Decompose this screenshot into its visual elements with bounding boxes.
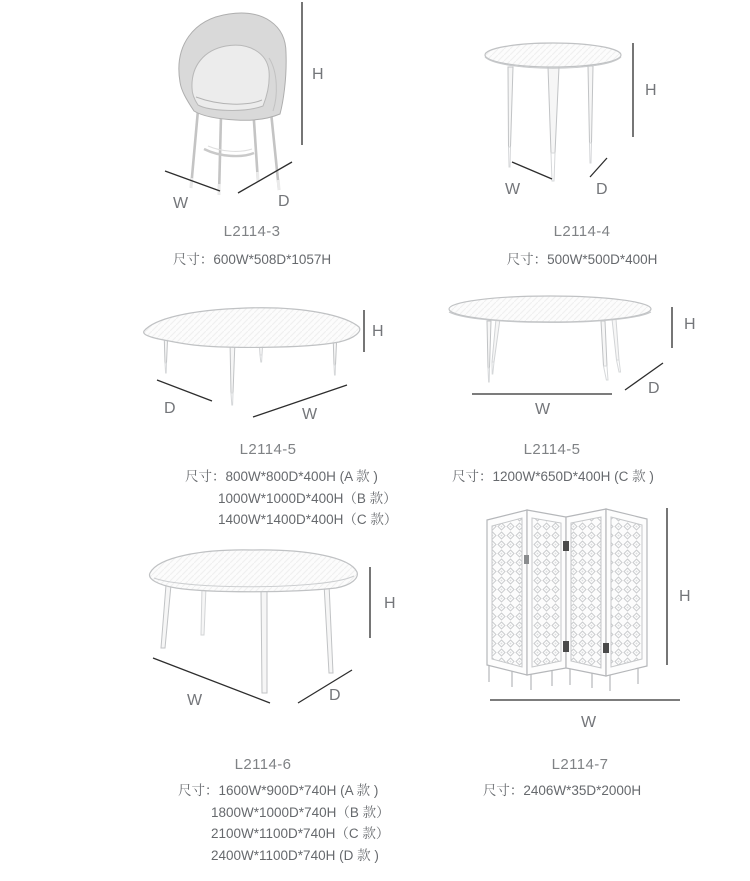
size-value: 1200W*650D*400H (C 款 ): [492, 469, 654, 484]
size-line: [462, 780, 662, 802]
table-top: [144, 308, 360, 348]
height-label: H: [684, 316, 696, 333]
width-label: W: [173, 195, 189, 212]
product-code: L2114-5: [239, 441, 297, 458]
bar-stool-sketch: [140, 0, 350, 215]
depth-label: D: [329, 687, 341, 704]
height-label: H: [312, 66, 324, 83]
product-code: L2114-6: [234, 756, 292, 773]
table-leg: [161, 585, 171, 648]
table-leg-tip: [488, 368, 490, 382]
table-leg-tip: [551, 153, 555, 181]
table-top: [150, 550, 358, 592]
width-label: W: [535, 401, 551, 418]
product-sizes: [178, 780, 390, 867]
size-prefix: 尺寸：: [178, 783, 219, 798]
table-leg-tip: [590, 143, 592, 163]
table-top: [485, 43, 621, 67]
product-code: L2114-4: [553, 223, 611, 240]
product-sizes: [152, 249, 352, 271]
table-leg-tip: [509, 147, 511, 167]
product-sizes: [482, 249, 682, 271]
squircle-coffee-table-sketch: [140, 295, 395, 430]
depth-label: D: [164, 400, 176, 417]
oval-coffee-table-sketch: [430, 290, 700, 420]
width-dimension-line: [253, 385, 347, 417]
product-code: L2114-3: [223, 223, 281, 240]
table-leg: [230, 341, 235, 393]
table-leg: [261, 590, 267, 693]
size-line: 2400W*1100D*740H (D 款 ): [211, 848, 379, 864]
product-code: L2114-7: [551, 756, 609, 773]
width-dimension-line: [512, 162, 552, 179]
table-leg: [508, 67, 513, 147]
table-leg-tip: [604, 366, 609, 380]
depth-label: D: [596, 181, 608, 198]
size-value: 600W*508D*1057H: [213, 252, 332, 267]
size-value: 800W*800D*400H (A 款 ): [225, 469, 378, 484]
height-label: H: [372, 323, 384, 340]
product-sizes: [185, 466, 397, 531]
size-line: 2100W*1100D*740H（C 款）: [211, 826, 390, 842]
width-label: W: [581, 714, 597, 731]
width-dimension-line: [153, 658, 270, 703]
width-label: W: [302, 406, 318, 423]
height-label: H: [645, 82, 657, 99]
table-leg: [492, 319, 500, 362]
table-leg: [601, 321, 607, 366]
size-prefix: 尺寸：: [482, 783, 524, 798]
size-value: 2406W*35D*2000H: [523, 783, 642, 798]
folding-screen-sketch: [470, 495, 700, 740]
round-side-table-sketch: [450, 25, 700, 200]
depth-dimension-line: [157, 380, 212, 401]
depth-label: D: [278, 193, 290, 210]
size-prefix: 尺寸：: [452, 469, 493, 484]
height-label: H: [679, 588, 691, 605]
size-prefix: 尺寸：: [506, 252, 548, 267]
size-line: 1400W*1400D*400H（C 款）: [218, 512, 398, 528]
size-value: 500W*500D*400H: [547, 252, 658, 267]
width-label: W: [187, 692, 203, 709]
table-leg-tip: [617, 360, 621, 372]
table-leg-tip: [165, 363, 167, 373]
width-label: W: [505, 181, 521, 198]
depth-label: D: [648, 380, 660, 397]
size-line: [152, 249, 352, 271]
table-leg: [487, 321, 491, 368]
bar-stool-leg-tips: [191, 172, 279, 195]
table-leg: [201, 587, 206, 635]
size-line: 1800W*1000D*740H（B 款）: [211, 804, 390, 820]
depth-dimension-line: [238, 162, 292, 193]
size-prefix: 尺寸：: [172, 252, 214, 267]
size-value: 1600W*900D*740H (A 款 ): [218, 783, 379, 798]
product-code: L2114-5: [523, 441, 581, 458]
table-leg-tip: [260, 355, 262, 362]
depth-dimension-line: [298, 670, 352, 703]
size-line: [185, 466, 397, 488]
size-line: [178, 780, 390, 802]
product-sizes: [462, 780, 662, 802]
table-leg: [612, 319, 619, 360]
size-line: [452, 466, 652, 488]
table-leg: [324, 584, 333, 673]
table-top: [449, 296, 651, 322]
oval-dining-table-sketch: [140, 545, 402, 713]
size-line: 1000W*1000D*400H（B 款）: [218, 490, 397, 506]
table-leg: [548, 67, 559, 153]
depth-dimension-line: [590, 158, 607, 177]
bar-stool-footrest-highlight: [208, 146, 252, 151]
table-leg-tip: [492, 362, 494, 374]
size-prefix: 尺寸：: [185, 469, 226, 484]
table-leg-tip: [334, 365, 336, 375]
size-line: [482, 249, 682, 271]
height-label: H: [384, 595, 396, 612]
table-leg: [588, 66, 593, 143]
product-sizes: [452, 466, 652, 488]
table-leg-tip: [231, 393, 233, 405]
